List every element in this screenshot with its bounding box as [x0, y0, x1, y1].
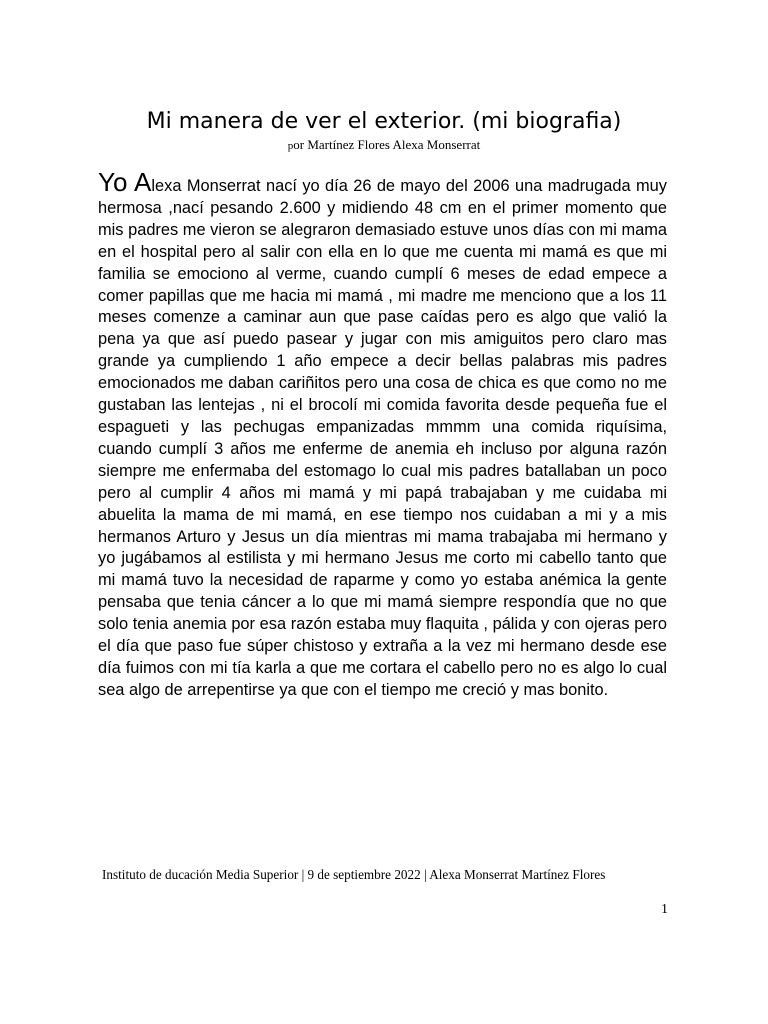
drop-cap-letter: A	[134, 167, 152, 197]
author-line	[0, 137, 768, 154]
author-first-letter: p	[287, 140, 294, 152]
biography-text: lexa Monserrat nací yo día 26 de mayo del 2006 una madrugada muy hermosa ,nací pesando 2.600 y midiendo 48 cm en el primer momento que mis padres me vieron se alegraron demasiado estuve unos días con mi mama en el hospital pero al salir con ella en lo que me cuenta mi mamá es que mi familia se emociono al verme, cuando cumplí 6 meses de edad empece a comer papillas que me hacia mi mamá , mi madre me menciono que a los 11 meses comenze a caminar aun que pase caídas pero es algo que valió la pena ya que así puedo pasear y jugar con mis amiguitos pero claro mas grande ya cumpliendo 1 año empece a decir bellas palabras mis padres emocionados me daban cariñitos pero una cosa de chica es que como no me gustaban las lentejas , ni el brocolí mi comida favorita desde pequeña fue el espagueti y las pechugas empanizadas mmmm una comida riquísima, cuando cumplí 3 años me enferme de anemia eh incluso por alguna razón siempre me enfermaba del estomago lo cual mis padres batallaban un poco pero al cumplir 4 años mi mamá y mi papá trabajaban y me cuidaba mi abuelita la mama de mi mamá, en ese tiempo nos cuidaban a mi y a mis hermanos Arturo y Jesus un día mientras mi mama trabajaba mi hermano y yo jugábamos al estilista y mi hermano Jesus me corto mi cabello tanto que mi mamá tuvo la necesidad de raparme y como yo estaba anémica la gente pensaba que tenia cáncer a lo que mi mamá siempre respondía que no que solo tenia anemia por esa razón estaba muy flaquita , pálida y con ojeras pero el día que paso fue súper chistoso y extraña a la vez mi hermano desde ese día fuimos con mi tía karla a que me cortara el cabello pero no es algo lo cual sea algo de arrepentirse ya que con el tiempo me creció y mas bonito.	[98, 177, 667, 699]
page-number: 1	[661, 902, 668, 917]
document-title: Mi manera de ver el exterior. (mi biografia)	[146, 109, 622, 134]
author-name: or Martínez Flores Alexa Monserrat	[293, 137, 481, 152]
page-footer: Instituto de ducación Media Superior | 9 de septiembre 2022 | Alexa Monserrat Martínez Flores	[102, 867, 606, 882]
biography-paragraph	[98, 167, 667, 702]
drop-cap-word: Yo	[98, 167, 135, 197]
